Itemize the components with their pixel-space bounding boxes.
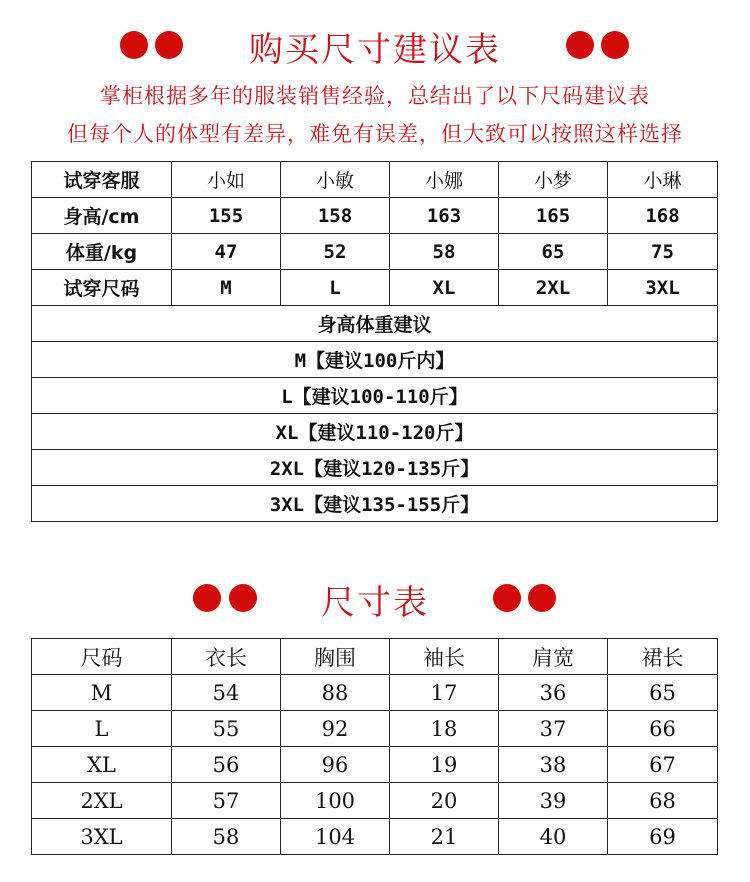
header-cell: 尺码 (32, 639, 172, 675)
advice-row (32, 414, 718, 450)
header-cell: 小梦 (499, 162, 608, 198)
header-cell: 裙长 (608, 639, 718, 675)
header-cell: 胸围 (281, 639, 390, 675)
advice-cell: XL【建议110-120斤】 (32, 414, 718, 450)
table-cell: 36 (499, 675, 608, 711)
recommendation-title-row (0, 20, 750, 70)
table-cell: 52 (281, 234, 390, 270)
table-cell: 100 (281, 783, 390, 819)
size-recommendation-table (31, 161, 718, 522)
table-cell: 92 (281, 711, 390, 747)
header-cell: 小如 (172, 162, 281, 198)
table-cell: 96 (281, 747, 390, 783)
table-cell: 2XL (499, 270, 608, 306)
size-label: XL (32, 747, 172, 783)
table-cell: 39 (499, 783, 608, 819)
table-cell: 165 (499, 198, 608, 234)
size-label: 2XL (32, 783, 172, 819)
table-cell: 158 (281, 198, 390, 234)
header-cell: 肩宽 (499, 639, 608, 675)
red-dot-icon (601, 31, 629, 59)
table-cell: 17 (390, 675, 499, 711)
table-header-row (32, 162, 718, 198)
table-cell: L (281, 270, 390, 306)
advice-cell: 3XL【建议135-155斤】 (32, 486, 718, 522)
table-cell: 104 (281, 819, 390, 855)
intro-line-1: 掌柜根据多年的服装销售经验，总结出了以下尺码建议表 (100, 84, 650, 108)
table-cell: 75 (608, 234, 718, 270)
red-dot-icon (528, 584, 556, 612)
row-label: 体重/kg (32, 234, 172, 270)
size-label: 3XL (32, 819, 172, 855)
table-cell: 56 (172, 747, 281, 783)
table-row (32, 711, 718, 747)
size-chart-title: 尺寸表 (321, 583, 429, 623)
table-cell: 68 (608, 783, 718, 819)
size-chart-title-row (0, 573, 750, 623)
header-cell: 小琳 (608, 162, 718, 198)
table-cell: 58 (172, 819, 281, 855)
advice-cell: M【建议100斤内】 (32, 342, 718, 378)
size-label: M (32, 675, 172, 711)
table-row (32, 234, 718, 270)
table-row (32, 747, 718, 783)
table-cell: 3XL (608, 270, 718, 306)
header-cell: 衣长 (172, 639, 281, 675)
header-cell: 袖长 (390, 639, 499, 675)
table-cell: 47 (172, 234, 281, 270)
table-cell: 58 (390, 234, 499, 270)
header-cell: 小敏 (281, 162, 390, 198)
table-cell: 67 (608, 747, 718, 783)
advice-row (32, 378, 718, 414)
row-label: 试穿尺码 (32, 270, 172, 306)
table-cell: 18 (390, 711, 499, 747)
row-label: 身高/cm (32, 198, 172, 234)
intro-line-2: 但每个人的体型有差异，难免有误差，但大致可以按照这样选择 (67, 122, 683, 146)
table-cell: 65 (499, 234, 608, 270)
advice-row (32, 486, 718, 522)
table-cell: 155 (172, 198, 281, 234)
table-cell: 163 (390, 198, 499, 234)
table-cell: 38 (499, 747, 608, 783)
table-row (32, 270, 718, 306)
advice-cell: 2XL【建议120-135斤】 (32, 450, 718, 486)
table-row (32, 675, 718, 711)
advice-heading: 身高体重建议 (32, 306, 718, 342)
table-header-row (32, 639, 718, 675)
table-cell: 57 (172, 783, 281, 819)
table-cell: 20 (390, 783, 499, 819)
advice-heading-row (32, 306, 718, 342)
advice-cell: L【建议100-110斤】 (32, 378, 718, 414)
table-cell: 55 (172, 711, 281, 747)
table-cell: 88 (281, 675, 390, 711)
advice-row (32, 450, 718, 486)
red-dot-icon (566, 31, 594, 59)
table-cell: 19 (390, 747, 499, 783)
recommendation-title: 购买尺寸建议表 (249, 30, 501, 70)
header-cell: 试穿客服 (32, 162, 172, 198)
table-cell: 40 (499, 819, 608, 855)
table-cell: 168 (608, 198, 718, 234)
table-cell: 69 (608, 819, 718, 855)
advice-row (32, 342, 718, 378)
table-cell: 37 (499, 711, 608, 747)
table-row (32, 783, 718, 819)
table-cell: 65 (608, 675, 718, 711)
size-chart-table (31, 638, 718, 855)
size-label: L (32, 711, 172, 747)
table-cell: M (172, 270, 281, 306)
table-cell: 21 (390, 819, 499, 855)
header-cell: 小娜 (390, 162, 499, 198)
table-cell: 54 (172, 675, 281, 711)
table-cell: 66 (608, 711, 718, 747)
table-row (32, 819, 718, 855)
table-row (32, 198, 718, 234)
red-dot-icon (493, 584, 521, 612)
table-cell: XL (390, 270, 499, 306)
